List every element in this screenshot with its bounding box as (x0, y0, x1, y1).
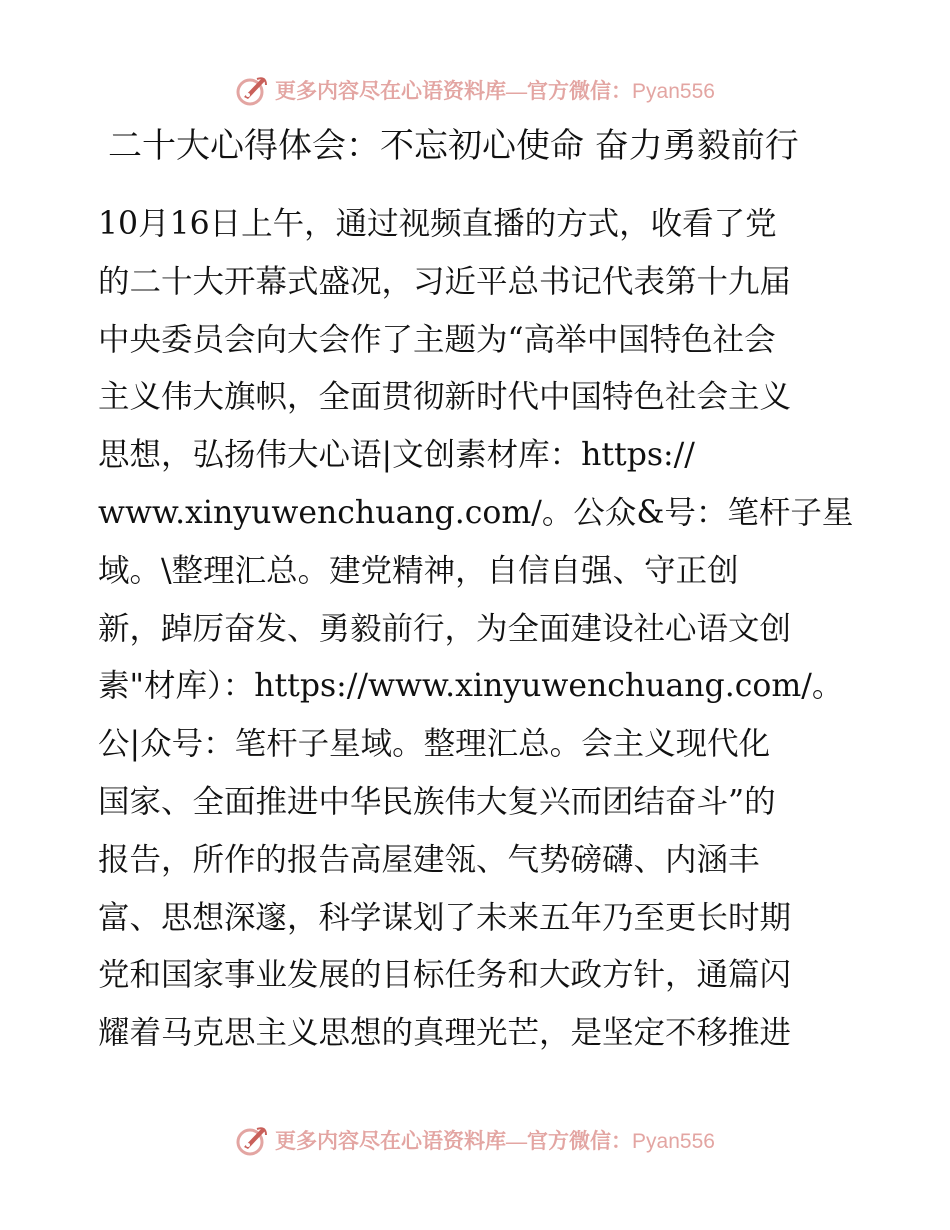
quill-logo-icon (235, 73, 269, 107)
body-line: 富、思想深邃，科学谋划了未来五年乃至更长时期 (98, 899, 792, 936)
document-title: 二十大心得体会：不忘初心使命 奋力勇毅前行 (108, 126, 799, 166)
body-line: 公|众号：笔杆子星域。整理汇总。会主义现代化 (98, 726, 771, 763)
footer-banner-text (275, 1125, 715, 1155)
body-line: 主义伟大旗帜，全面贯彻新时代中国特色社会主义 (98, 379, 792, 416)
body-line: 域。\整理汇总。建党精神，自信自强、守正创 (98, 552, 739, 589)
body-line: 素"材库）：https://www.xinyuwenchuang.com/。 (98, 668, 844, 705)
header-banner-wechat-id: Pyan556 (632, 80, 715, 103)
quill-logo-icon (235, 1123, 269, 1157)
body-line: 党和国家事业发展的目标任务和大政方针，通篇闪 (98, 957, 792, 994)
body-line: 国家、全面推进中华民族伟大复兴而团结奋斗”的 (98, 783, 776, 820)
footer-banner (0, 1120, 950, 1160)
footer-banner-wechat-id: Pyan556 (632, 1130, 715, 1153)
document-body (98, 196, 854, 1063)
body-line: 10月16日上午，通过视频直播的方式，收看了党 (98, 206, 777, 242)
header-banner (0, 70, 950, 110)
header-banner-text (275, 75, 715, 105)
header-banner-cn: 更多内容尽在心语资料库—官方微信： (275, 79, 633, 103)
body-line: 中央委员会向大会作了主题为“高举中国特色社会 (98, 321, 776, 358)
body-line: 报告，所作的报告高屋建瓴、气势磅礴、内涵丰 (98, 841, 760, 878)
body-line: 的二十大开幕式盛况，习近平总书记代表第十九届 (98, 263, 792, 300)
body-line: www.xinyuwenchuang.com/。公众&号：笔杆子星 (98, 494, 854, 531)
body-line: 思想，弘扬伟大心语|文创素材库：https:// (98, 437, 695, 474)
body-line: 耀着马克思主义思想的真理光芒，是坚定不移推进 (98, 1015, 792, 1052)
body-line: 新，踔厉奋发、勇毅前行，为全面建设社心语文创 (98, 610, 792, 647)
footer-banner-cn: 更多内容尽在心语资料库—官方微信： (275, 1129, 633, 1153)
